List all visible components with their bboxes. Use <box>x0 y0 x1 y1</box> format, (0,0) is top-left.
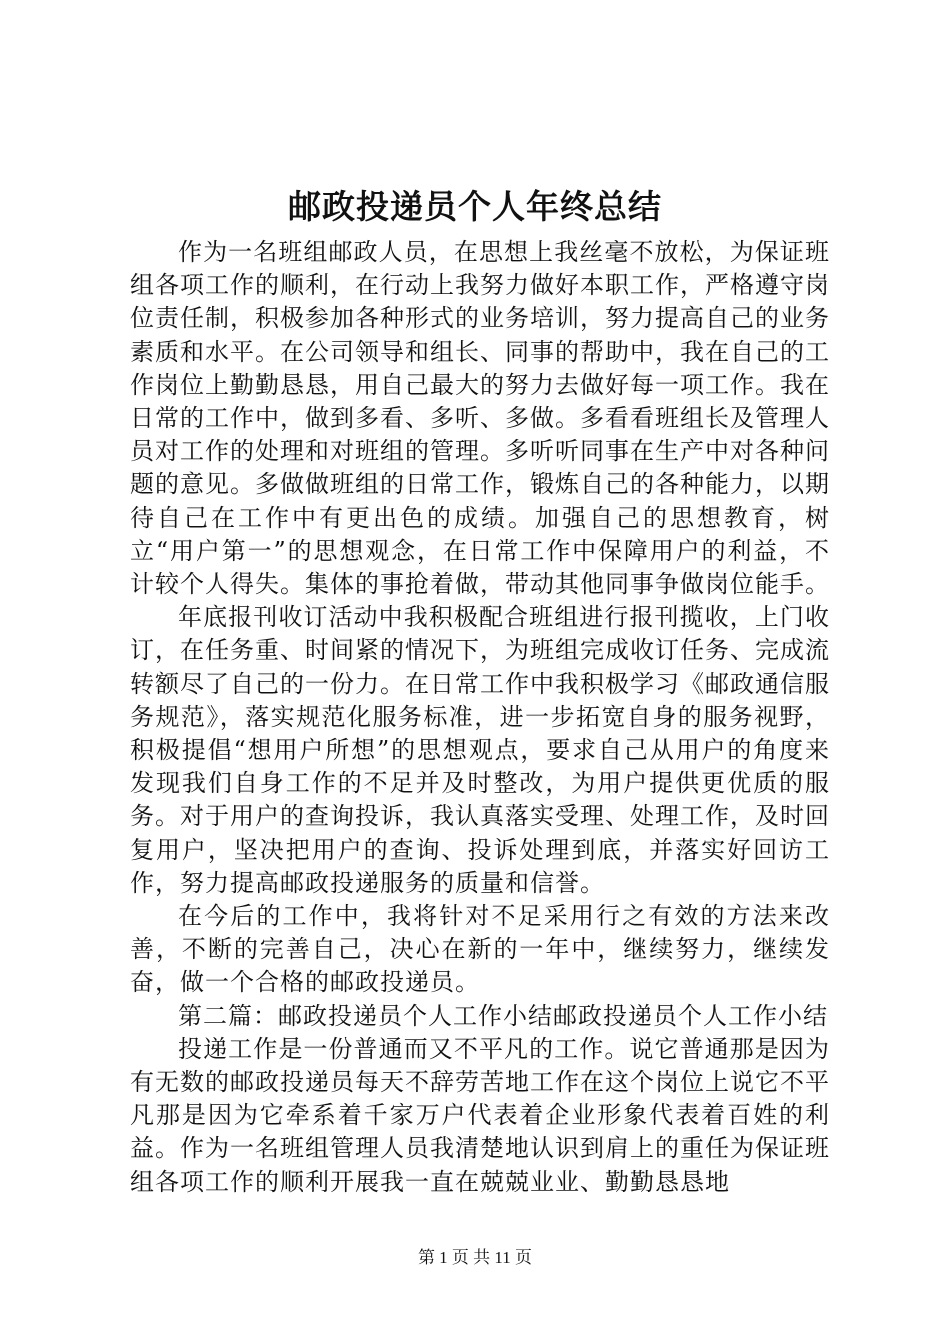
body-paragraph-1: 作为一名班组邮政人员，在思想上我丝毫不放松，为保证班组各项工作的顺利，在行动上我努力做好本职工作，严格遵守岗位责任制，积极参加各种形式的业务培训，努力提高自己的业务素质和水平。在公司领导和组长、同事的帮助中，我在自己的工作岗位上勤勤恳恳，用自己最大的努力去做好每一项工作。我在日常的工作中，做到多看、多听、多做。多看看班组长及管理人员对工作的处理和对班组的管理。多听听同事在生产中对各种问题的意见。多做做班组的日常工作，锻炼自己的各种能力，以期待自己在工作中有更出色的成绩。加强自己的思想教育，树立“用户第一”的思想观念，在日常工作中保障用户的利益，不计较个人得失。集体的事抢着做，带动其他同事争做岗位能手。 <box>130 238 830 599</box>
document-body <box>130 236 830 1199</box>
document-title: 邮政投递员个人年终总结 <box>288 187 662 226</box>
section-heading: 第二篇：邮政投递员个人工作小结邮政投递员个人工作小结 <box>178 1001 828 1030</box>
body-paragraph-2: 年底报刊收订活动中我积极配合班组进行报刊揽收，上门收订，在任务重、时间紧的情况下，为班组完成收订任务、完成流转额尽了自己的一份力。在日常工作中我积极学习《邮政通信服务规范》，落实规范化服务标准，进一步拓宽自身的服务视野，积极提倡“想用户所想”的思想观点，要求自己从用户的角度来发现我们自身工作的不足并及时整改，为用户提供更优质的服务。对于用户的查询投诉，我认真落实受理、处理工作，及时回复用户，坚决把用户的查询、投诉处理到底，并落实好回访工作，努力提高邮政投递服务的质量和信誉。 <box>130 603 830 897</box>
section-paragraph-1: 投递工作是一份普通而又不平凡的工作。说它普通那是因为有无数的邮政投递员每天不辞劳苦地工作在这个岗位上说它不平凡那是因为它牵系着千家万户代表着企业形象代表着百姓的利益。作为一名班组管理人员我清楚地认识到肩上的重任为保证班组各项工作的顺利开展我一直在兢兢业业、勤勤恳恳地 <box>130 1034 830 1196</box>
body-paragraph-3: 在今后的工作中，我将针对不足采用行之有效的方法来改善，不断的完善自己，决心在新的一年中，继续努力，继续发奋，做一个合格的邮政投递员。 <box>130 902 830 997</box>
page-footer: 第 1 页 共 11 页 <box>417 1248 533 1267</box>
